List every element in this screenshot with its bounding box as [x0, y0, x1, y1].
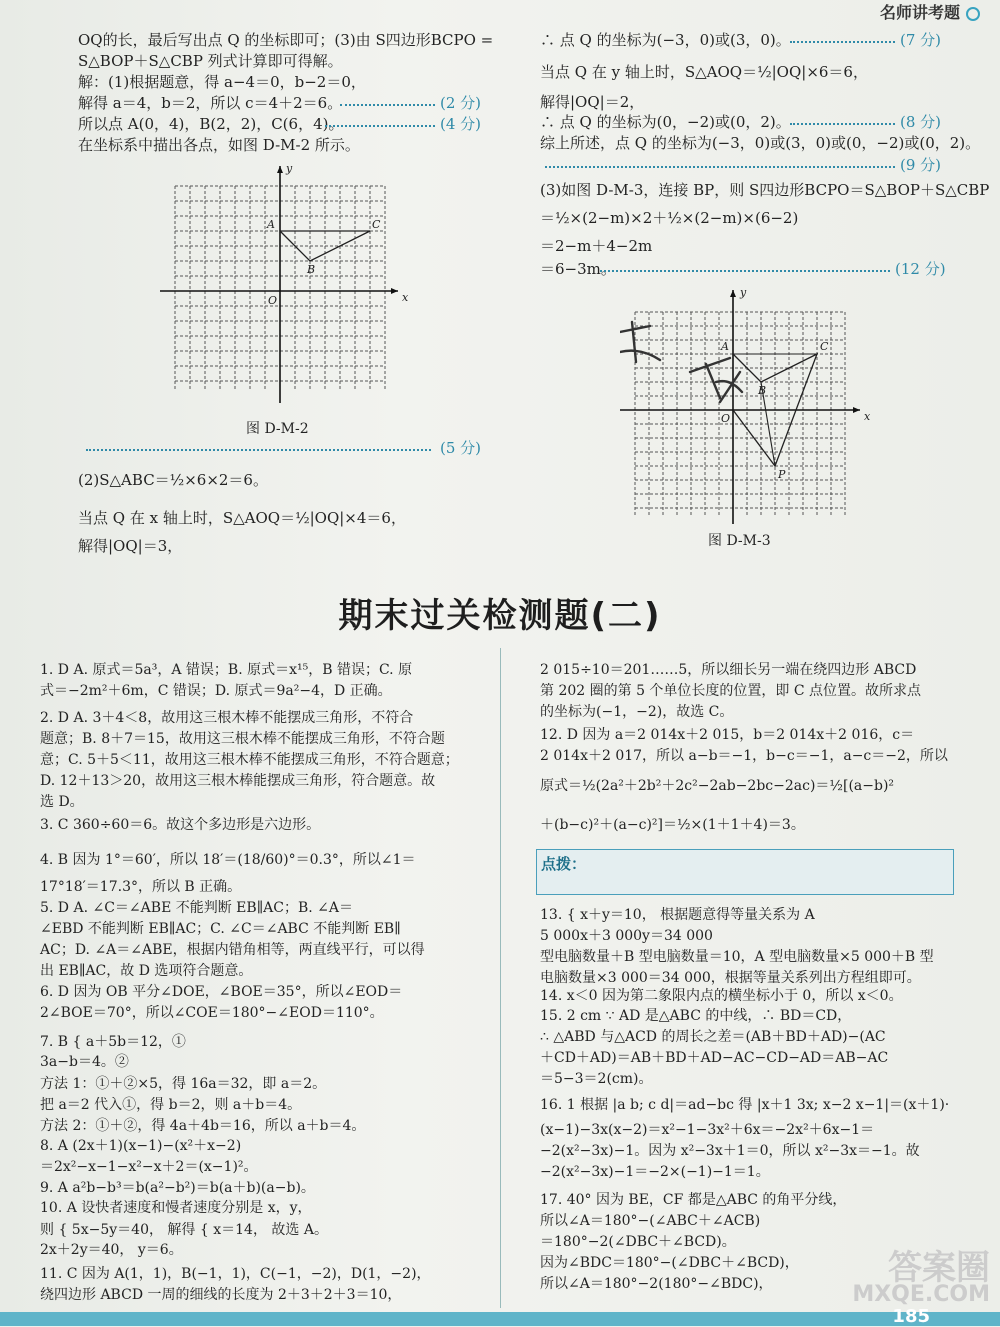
right-answer-line: 所以∠A＝180°−2(180°−∠BDC)， — [540, 1276, 773, 1292]
lt-line-7: (2)S△ABC＝½×6×2＝6。 — [78, 471, 268, 489]
right-answer-line: 2 014x＋2 017，所以 a−b＝−1，b−c＝−1，a−c＝−2，所以 — [540, 748, 948, 764]
lt-line-2: S△BOP＋S△CBP 列式计算即可得解。 — [78, 52, 343, 70]
svg-text:y: y — [740, 286, 747, 299]
svg-text:x: x — [402, 291, 409, 304]
rt-line-4: ∴ 点 Q 的坐标为(0，−2)或(0，2)。 — [540, 113, 791, 131]
figure-dm2-caption: 图 D-M-2 — [246, 421, 309, 437]
header-circle-icon — [966, 7, 980, 21]
right-answer-line: 型电脑数量＋B 型电脑数量＝10，A 型电脑数量×5 000＋B 型 — [540, 949, 934, 965]
svg-text:C: C — [372, 218, 381, 231]
rt-line-3: 解得|OQ|＝2， — [540, 93, 645, 111]
svg-text:A: A — [721, 340, 729, 353]
rt-score-1: (7 分) — [900, 31, 942, 49]
lt-line-4: 解得 a＝4，b＝2，所以 c＝4＋2＝6。 — [78, 94, 343, 112]
left-answer-line: 3. C 360÷60＝6。故这个多边形是六边形。 — [40, 817, 321, 833]
left-answer-line: 2x＋2y＝40， y＝6。 — [40, 1242, 183, 1258]
lt-score-s5: (5 分) — [440, 439, 482, 457]
right-answer-line: 13. { x＋y＝10， 根据题意得等量关系为 A — [540, 907, 815, 923]
watermark-logo: 答案圈 — [888, 1248, 990, 1288]
right-answer-line: −2(x²−3x)−1。因为 x²−3x＋1＝0，所以 x²−3x＝−1。故 — [540, 1143, 920, 1159]
svg-text:O: O — [721, 412, 731, 425]
svg-text:C: C — [820, 340, 829, 353]
rt-line-2: 当点 Q 在 y 轴上时，S△AOQ＝½|OQ|×6＝6， — [540, 63, 868, 81]
lt-score-5: (4 分) — [440, 115, 482, 133]
right-answer-line: 14. x＜0 因为第二象限内点的横坐标小于 0，所以 x＜0。 — [540, 988, 903, 1004]
svg-text:x: x — [864, 410, 871, 423]
left-answer-line: 绕四边形 ABCD 一周的细线的长度为 2＋3＋2＋3＝10， — [40, 1287, 402, 1303]
rt-score-9: (12 分) — [895, 260, 946, 278]
right-answer-line: 5 000x＋3 000y＝34 000 — [540, 928, 713, 944]
right-answer-line: (x−1)−3x(x−2)＝x²−1−3x²＋6x＝−2x²＋6x−1＝ — [540, 1122, 875, 1138]
left-answer-line: 3a−b＝4。② — [40, 1054, 129, 1070]
left-answer-line: 9. A a²b−b³＝b(a²−b²)＝b(a＋b)(a−b)。 — [40, 1180, 315, 1196]
left-answer-line: 2∠BOE＝70°，所以∠COE＝180°−∠EOD＝110°。 — [40, 1005, 384, 1021]
right-answer-line: 17. 40° 因为 BE，CF 都是△ABC 的角平分线， — [540, 1192, 847, 1208]
figure-dm2 — [160, 158, 410, 418]
figure-dm3-caption: 图 D-M-3 — [708, 533, 771, 549]
left-answer-line: ∠EBD 不能判断 EB∥AC；C. ∠C＝∠ABC 不能判断 EB∥ — [40, 921, 401, 937]
rt-dots-4 — [790, 123, 895, 125]
rt-dots-1 — [790, 41, 895, 43]
header-title: 名师讲考题 — [879, 3, 960, 22]
lt-dots-5 — [325, 125, 435, 127]
lt-line-1: OQ的长，最后写出点 Q 的坐标即可；(3)由 S四边形BCPO = — [78, 31, 494, 49]
left-answer-line: AC；D. ∠A＝∠ABE，根据内错角相等，两直线平行，可以得 — [40, 942, 425, 958]
right-answer-line: 2 015÷10＝201……5，所以细长另一端在绕四边形 ABCD — [540, 662, 917, 678]
lt-line-5: 所以点 A(0，4)，B(2，2)，C(6，4)。 — [78, 115, 344, 133]
lt-score-4: (2 分) — [440, 94, 482, 112]
svg-text:B: B — [307, 263, 316, 276]
right-answer-line: 16. 1 根据 |a b; c d|＝ad−bc 得 |x＋1 3x; x−2 x−1|＝(x＋1)· — [540, 1097, 950, 1113]
svg-text:P: P — [778, 468, 786, 481]
page-number: 185 — [892, 1306, 930, 1327]
left-answer-line: 6. D 因为 OB 平分∠DOE，∠BOE＝35°，所以∠EOD＝ — [40, 984, 403, 1000]
rt-line-5: 综上所述，点 Q 的坐标为(−3，0)或(3，0)或(0，−2)或(0，2)。 — [540, 134, 981, 152]
svg-text:B: B — [758, 384, 767, 397]
left-answer-line: 出 EB∥AC，故 D 选项符合题意。 — [40, 963, 253, 979]
left-answer-line: 意；C. 5＋5＜11，故用这三根木棒不能摆成三角形，不符合题意； — [40, 752, 459, 768]
right-answer-line: ＝180°−2(∠DBC＋∠BCD)。 — [540, 1234, 736, 1250]
left-answer-line: 5. D A. ∠C＝∠ABE 不能判断 EB∥AC；B. ∠A＝ — [40, 900, 354, 916]
lt-line-9: 解得|OQ|＝3， — [78, 537, 183, 555]
left-answer-line: 7. B { a＋5b＝12，① — [40, 1034, 186, 1050]
tip-box — [536, 849, 954, 895]
svg-text:y: y — [286, 162, 293, 175]
left-answer-line: 10. A 设快者速度和慢者速度分别是 x，y， — [40, 1200, 312, 1216]
rt-line-7: ＝½×(2−m)×2＋½×(2−m)×(6−2) — [540, 209, 799, 227]
left-answer-line: 方法 2：①＋②，得 4a＋4b＝16，所以 a＋b＝4。 — [40, 1118, 366, 1134]
left-answer-line: 1. D A. 原式＝5a³，A 错误；B. 原式＝x¹⁵，B 错误；C. 原 — [40, 662, 413, 678]
left-answer-line: 8. A (2x＋1)(x−1)−(x²＋x−2) — [40, 1138, 242, 1154]
right-answer-line: 12. D 因为 a＝2 014x＋2 015，b＝2 014x＋2 016，c＝ — [540, 727, 915, 743]
left-answer-line: 把 a＝2 代入①，得 b＝2，则 a＋b＝4。 — [40, 1097, 302, 1113]
watermark-url: MXQE.COM — [852, 1282, 990, 1307]
right-answer-line: 15. 2 cm ∵ AD 是△ABC 的中线，∴ BD＝CD， — [540, 1008, 852, 1024]
left-answer-line: 方法 1：①＋②×5，得 16a＝32，即 a＝2。 — [40, 1076, 327, 1092]
rt-dots-5 — [545, 166, 895, 168]
right-answer-line: ＝5−3＝2(cm)。 — [540, 1071, 653, 1087]
rt-score-5: (9 分) — [900, 156, 942, 174]
left-answer-line: 则 { 5x−5y＝40， 解得 { x＝14， 故选 A。 — [40, 1222, 328, 1238]
rt-line-9: ＝6−3m。 — [540, 260, 616, 278]
left-answer-line: 式＝−2m²＋6m，C 错误；D. 原式＝9a²−4，D 正确。 — [40, 683, 392, 699]
rt-line-1: ∴ 点 Q 的坐标为(−3，0)或(3，0)。 — [540, 31, 791, 49]
right-answer-line: 所以∠A＝180°−(∠ABC＋∠ACB) — [540, 1213, 761, 1229]
rt-line-8: ＝2−m＋4−2m — [540, 237, 653, 255]
column-divider — [500, 648, 501, 1308]
right-answer-line: 因为∠BDC＝180°−(∠DBC＋∠BCD)， — [540, 1255, 799, 1271]
left-answer-line: 2. D A. 3＋4＜8，故用这三根木棒不能摆成三角形，不符合 — [40, 710, 414, 726]
left-answer-line: 4. B 因为 1°＝60′，所以 18′＝(18/60)°＝0.3°，所以∠1＝ — [40, 852, 416, 868]
tip-label: 点拨： — [541, 855, 587, 873]
left-answer-line: ＝2x²−x−1−x²−x＋2＝(x−1)²。 — [40, 1159, 258, 1175]
lt-line-8: 当点 Q 在 x 轴上时，S△AOQ＝½|OQ|×4＝6， — [78, 509, 406, 527]
footer-bar — [0, 1312, 1000, 1326]
right-answer-line: 电脑数量×3 000＝34 000，根据等量关系列出方程组即可。 — [540, 970, 921, 986]
lt-dots-s5 — [86, 449, 431, 451]
left-answer-line: 题意；B. 8＋7＝15，故用这三根木棒不能摆成三角形，不符合题 — [40, 731, 445, 747]
page-header — [880, 0, 980, 22]
rt-score-4: (8 分) — [900, 113, 942, 131]
lt-line-6: 在坐标系中描出各点，如图 D-M-2 所示。 — [78, 136, 360, 154]
right-answer-line: 原式＝½(2a²＋2b²＋2c²−2ab−2bc−2ac)＝½[(a−b)² — [540, 778, 895, 794]
right-answer-line: ＋(b−c)²＋(a−c)²]＝½×(1＋1＋4)＝3。 — [540, 817, 805, 833]
rt-dots-9 — [600, 270, 890, 272]
lt-dots-4 — [340, 104, 435, 106]
right-answer-line: ∴ △ABD 与△ACD 的周长之差＝(AB＋BD＋AD)−(AC — [540, 1029, 886, 1045]
figure-dm3 — [620, 282, 875, 527]
section-title: 期末过关检测题(二) — [338, 596, 662, 636]
svg-text:A: A — [267, 218, 275, 231]
right-answer-line: 的坐标为(−1，−2)，故选 C。 — [540, 704, 734, 720]
left-answer-line: D. 12＋13＞20，故用这三根木棒能摆成三角形，符合题意。故 — [40, 773, 436, 789]
left-answer-line: 选 D。 — [40, 794, 84, 810]
left-answer-line: 11. C 因为 A(1，1)，B(−1，1)，C(−1，−2)，D(1，−2)， — [40, 1266, 431, 1282]
svg-text:O: O — [268, 294, 278, 307]
right-answer-line: ＋CD＋AD)＝AB＋BD＋AD−AC−CD−AD＝AB−AC — [540, 1050, 889, 1066]
left-answer-line: 17°18′＝17.3°，所以 B 正确。 — [40, 879, 242, 895]
right-answer-line: 第 202 圈的第 5 个单位长度的位置，即 C 点位置。故所求点 — [540, 683, 922, 699]
right-answer-line: −2(x²−3x)−1＝−2×(−1)−1＝1。 — [540, 1164, 770, 1180]
lt-line-3: 解：(1)根据题意，得 a−4＝0，b−2＝0， — [78, 73, 366, 91]
rt-line-6: (3)如图 D-M-3，连接 BP，则 S四边形BCPO＝S△BOP＋S△CBP — [540, 181, 990, 199]
